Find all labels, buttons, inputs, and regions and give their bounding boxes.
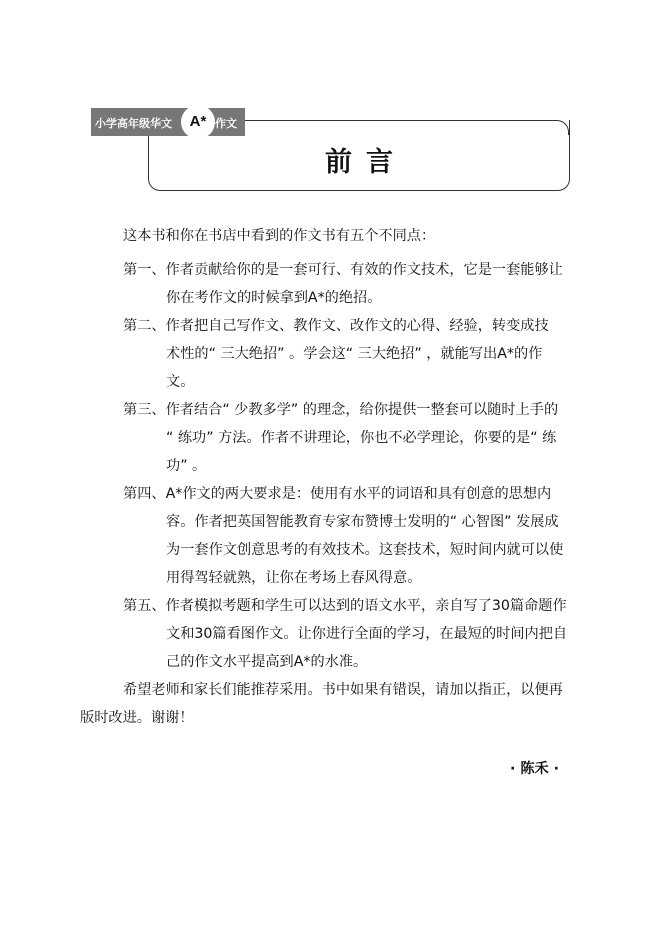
intro-paragraph: 这本书和你在书店中看到的作文书有五个不同点： xyxy=(123,228,436,244)
point-line: 第二、作者把自己写作文、教作文、改作文的心得、经验，转变成技 xyxy=(123,318,549,334)
preface-body xyxy=(123,222,568,676)
point-line: 你在考作文的时候拿到A*的绝招。 xyxy=(166,290,382,306)
closing-paragraph xyxy=(80,676,563,732)
point-line: 文。 xyxy=(166,374,195,390)
point-line: 第四、A*作文的两大要求是：使用有水平的词语和具有创意的思想内 xyxy=(123,486,552,502)
point-line: 第一、作者贡献给你的是一套可行、有效的作文技术，它是一套能够让 xyxy=(123,262,563,278)
point-line: 己的作文水平提高到A*的水准。 xyxy=(166,654,368,670)
point-line: 第三、作者结合“ 少教多学” 的理念，给你提供一整套可以随时上手的 xyxy=(123,402,559,418)
point-line: 容。作者把英国智能教育专家布赞博士发明的“ 心智图” 发展成 xyxy=(166,514,559,530)
point-line: 为一套作文创意思考的有效技术。这套技术，短时间内就可以使 xyxy=(166,542,564,558)
point-line: “ 练功” 方法。作者不讲理论，你也不必学理论，你要的是“ 练 xyxy=(166,430,557,446)
point-item xyxy=(123,480,564,592)
point-line: 文和30篇看图作文。让你进行全面的学习，在最短的时间内把自 xyxy=(166,626,568,642)
series-label: 小学高年级华文 xyxy=(95,117,172,130)
point-line: 术性的“ 三大绝招” 。学会这“ 三大绝招” ，就能写出A*的作 xyxy=(166,346,543,362)
page-title: 前言 xyxy=(325,147,407,178)
signature: · 陈禾 · xyxy=(510,761,560,777)
points-list xyxy=(123,256,568,676)
point-line: 第五、作者模拟考题和学生可以达到的语文水平，亲自写了30篇命题作 xyxy=(123,598,567,614)
point-line: 用得驾轻就熟，让你在考场上春风得意。 xyxy=(166,570,422,586)
point-line: 功” 。 xyxy=(166,458,207,474)
point-item xyxy=(123,592,568,676)
point-item xyxy=(123,396,559,480)
point-item xyxy=(123,312,553,396)
point-item xyxy=(123,256,563,312)
series-banner xyxy=(91,108,245,136)
closing-line: 希望老师和家长们能推荐采用。书中如果有错误，请加以指正，以便再 xyxy=(123,682,563,698)
closing-line: 版时改进。谢谢！ xyxy=(80,710,194,726)
series-suffix: 作文 xyxy=(215,117,237,130)
a-star-badge: A* xyxy=(181,105,215,139)
